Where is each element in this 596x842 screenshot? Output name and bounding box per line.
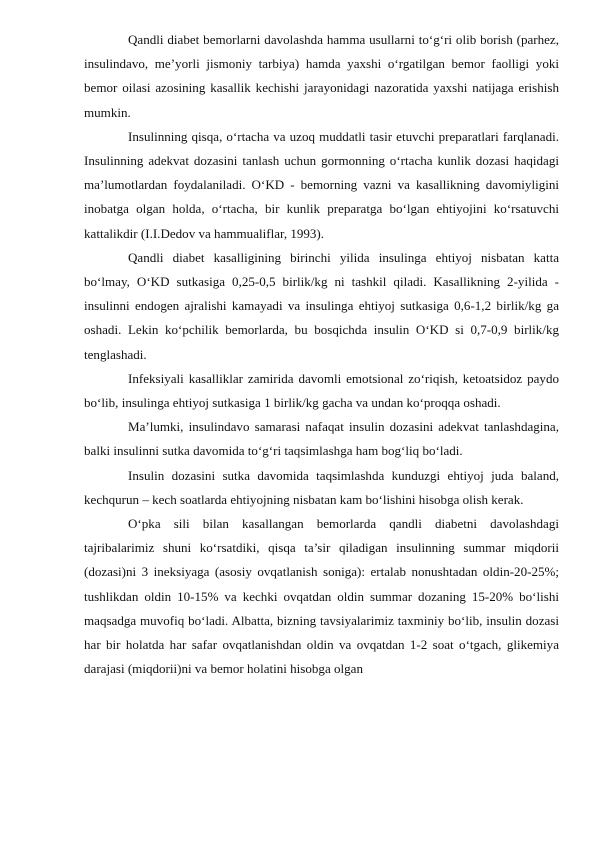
- paragraph-tuberculosis-experience: O‘pka sili bilan kasallangan bemorlarda qandli diabetni davolashdagi tajribalarimiz shuni ko‘rsatdiki, qisqa ta’sir qiladigan insulinning summar miqdorii (dozasi)ni 3 ineksiyaga (asosiy ovqatlanish soniga): ertalab nonushtadan oldin-20-25%; tushlikdan oldin 10-15% va kechki ovqatdan oldin summar dozaning 15-20% bo‘lishi maqsadga muvofiq bo‘ladi. Albatta, bizning tavsiyalarimiz taxminiy bo‘lib, insulin dozasi har bir holatda har safar ovqatlanishdan oldin va ovqatdan 1-2 soat o‘tgach, glikemiya darajasi (miqdorii)ni va bemor holatini hisobga olgan: [84, 516, 559, 677]
- paragraph-dose-distribution: Ma’lumki, insulindavo samarasi nafaqat insulin dozasini adekvat tanlashdagina, balki insulinni sutka davomida to‘g‘ri taqsimlashga ham bog‘liq bo‘ladi.: [84, 419, 559, 459]
- paragraph-insulin-types: Insulinning qisqa, o‘rtacha va uzoq muddatli tasir etuvchi preparatlari farqlanadi. Insulinning adekvat dozasini tanlash uchun gormonning o‘rtacha kunlik dozasi haqidagi ma’lumotlardan foydalaniladi. O‘KD - bemorning vazni va kasallikning davomiyligini inobatga olgan holda, o‘rtacha, bir kunlik preparatga bo‘lgan ehtiyojini ko‘rsatuvchi kattalikdir (I.I.Dedov va hammualiflar, 1993).: [84, 128, 559, 241]
- paragraph-first-year-need: Qandli diabet kasalligining birinchi yilida insulinga ehtiyoj nisbatan katta bo‘lmay, O‘KD sutkasiga 0,25-0,5 birlik/kg ni tashkil qiladi. Kasallikning 2-yilida - insulinni endogen ajralishi kamayadi va insulinga ehtiyoj sutkasiga 0,6-1,2 birlik/kg ga oshadi. Lekin ko‘pchilik bemorlarda, bu bosqichda insulin O‘KD si 0,7-0,9 birlik/kg tenglashadi.: [84, 249, 559, 362]
- document-page: [84, 28, 559, 681]
- paragraph-diabetes-treatment: Qandli diabet bemorlarni davolashda hamma usullarni to‘g‘ri olib borish (parhez, insulindavo, me’yorli jismoniy tarbiya) hamda yaxshi o‘rgatilgan bemor faolligi yoki bemor oilasi azosining kasallik kechishi jarayonidagi nazoratida yaxshi natijaga erishish mumkin.: [84, 32, 559, 120]
- paragraph-infection-need: Infeksiyali kasalliklar zamirida davomli emotsional zo‘riqish, ketoatsidoz paydo bo‘lib, insulinga ehtiyoj sutkasiga 1 birlik/kg gacha va undan ko‘proqqa oshadi.: [84, 370, 559, 411]
- paragraph-daytime-need: Insulin dozasini sutka davomida taqsimlashda kunduzgi ehtiyoj juda baland, kechqurun – kech soatlarda ehtiyojning nisbatan kam bo‘lishini hisobga olish kerak.: [84, 467, 559, 507]
